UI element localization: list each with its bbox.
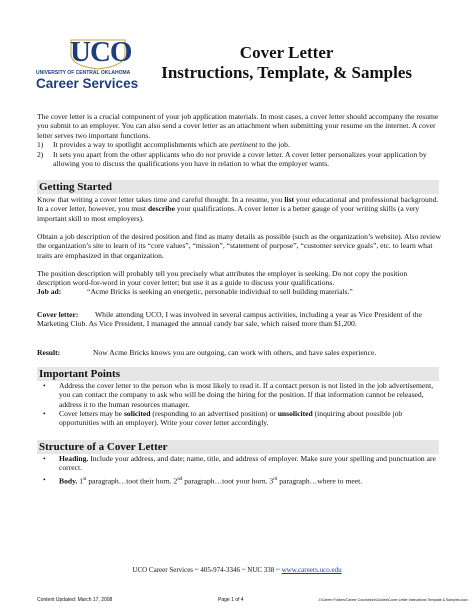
- intro-item-1-text-end: to the job.: [257, 140, 290, 149]
- intro-item-2-text-end: provide a cover letter. A cover letter personalizes your application by allowing you to discuss the qualifications you have in relation to what the employer wants.: [53, 150, 427, 169]
- result-text: Now Acme Bricks knows you are outgoing, can work with others, and have sales experience.: [93, 348, 377, 357]
- intro-item-2-text: It sets you apart from the other applicants who do: [53, 150, 206, 159]
- list-item: • Body. 1st paragraph…toot their horn. 2nd paragraph…toot your horn. 3rd paragraph…where to meet.: [37, 475, 442, 486]
- getting-started-paragraph-3: The position description will probably tell you precisely what attributes the employer is seeking. Do not copy the position description word-for-word in your cover letter; but use it as a guide to discuss your qualifications.: [37, 269, 408, 288]
- footer-contact-text: UCO Career Services ~ 405-974-3346 ~ NUC 338 ~: [132, 566, 282, 574]
- logo-unit: Career Services: [36, 76, 139, 91]
- important-points-list: [37, 381, 442, 427]
- footer-contact: [0, 566, 474, 574]
- list-item: • Cover letters may be solicited (responding to an advertised position) or unsolicited (inquiring about possible job opportunities with an employer). Write your cover letter accordingly.: [37, 409, 442, 428]
- intro-item-2: [37, 150, 442, 169]
- careers-website-link[interactable]: www.careers.uco.edu: [281, 566, 342, 574]
- result-example: [37, 348, 442, 357]
- intro-item-1-num: 1): [37, 140, 44, 149]
- logo-mark: UCO: [70, 36, 132, 68]
- intro-item-1: [37, 140, 442, 149]
- cover-letter-example: [37, 310, 442, 329]
- page-title: [161, 43, 412, 83]
- section-heading-important-points: Important Points: [37, 367, 439, 381]
- cover-letter-text: While attending UCO, I was involved in several campus activities, including a year as Vice President of the Marketing Club. As Vice President, I managed the annual candy bar sale, which raised more than $1,200.: [37, 310, 422, 329]
- intro-item-1-emphasis: pertinent: [229, 140, 258, 149]
- list-item: • Heading. Include your address, and date; name, title, and address of employer. Make sure your spelling and punctuation are correct.: [37, 454, 442, 473]
- section-heading-getting-started: Getting Started: [37, 180, 439, 194]
- title-line-1: Cover Letter: [239, 43, 334, 62]
- result-label: Result:: [37, 348, 61, 357]
- intro-item-2-num: 2): [37, 150, 44, 159]
- footer-file-path: J:\Career Folders\Career Counselors\Guides\Cover Letter Instructions Template & Samples.docx: [318, 598, 468, 602]
- title-line-2: Instructions, Template, & Samples: [161, 63, 412, 82]
- section-heading-structure: Structure of a Cover Letter: [37, 440, 439, 454]
- getting-started-paragraph-1: Know that writing a cover letter takes time and careful thought. In a resume, you list your educational and professional background. In a cover letter, however, you must describe your qualifications. A cover letter is a better gauge of your writing skills (a very important skill to most employers).: [37, 195, 439, 223]
- uco-career-services-logo: [36, 36, 148, 96]
- getting-started-paragraph-2: Obtain a job description of the desired position and find as many details as possible (such as the organization’s website). Also review the organization’s site to learn of its “core values”, “mission”, “statement of purpose”, “customer service goals”, etc. to learn what traits are emphasized in that organization.: [37, 232, 441, 260]
- footer-updated: Content Updated: March 17, 2008: [37, 597, 113, 603]
- job-ad-text: “Acme Bricks is seeking an energetic, personable individual to sell building materials.”: [87, 287, 353, 296]
- intro-paragraph: The cover letter is a crucial component of your job application materials. In most cases, a cover letter should accompany the resume you submit to an employer. You can also send a cover letter as an attachment when submitting your resume on the internet. A cover letter serves two important functions.: [37, 112, 439, 140]
- job-ad-label: Job ad:: [37, 287, 62, 296]
- footer-page-number: Page 1 of 4: [218, 597, 244, 603]
- structure-list: [37, 454, 442, 485]
- intro-item-1-text: It provides a way to spotlight accomplishments which are: [53, 140, 230, 149]
- list-item: • Address the cover letter to the person who is most likely to read it. If a contact person is not listed in the job advertisement, you can contact the company to ask who will be doing the hiring for the position. If that information cannot be released, address it to the human resources manager.: [37, 381, 442, 409]
- cover-letter-label: Cover letter:: [37, 310, 79, 319]
- job-ad-example: [37, 287, 442, 296]
- logo-university: UNIVERSITY OF CENTRAL OKLAHOMA: [36, 70, 131, 76]
- intro-item-2-emphasis: not: [205, 150, 216, 159]
